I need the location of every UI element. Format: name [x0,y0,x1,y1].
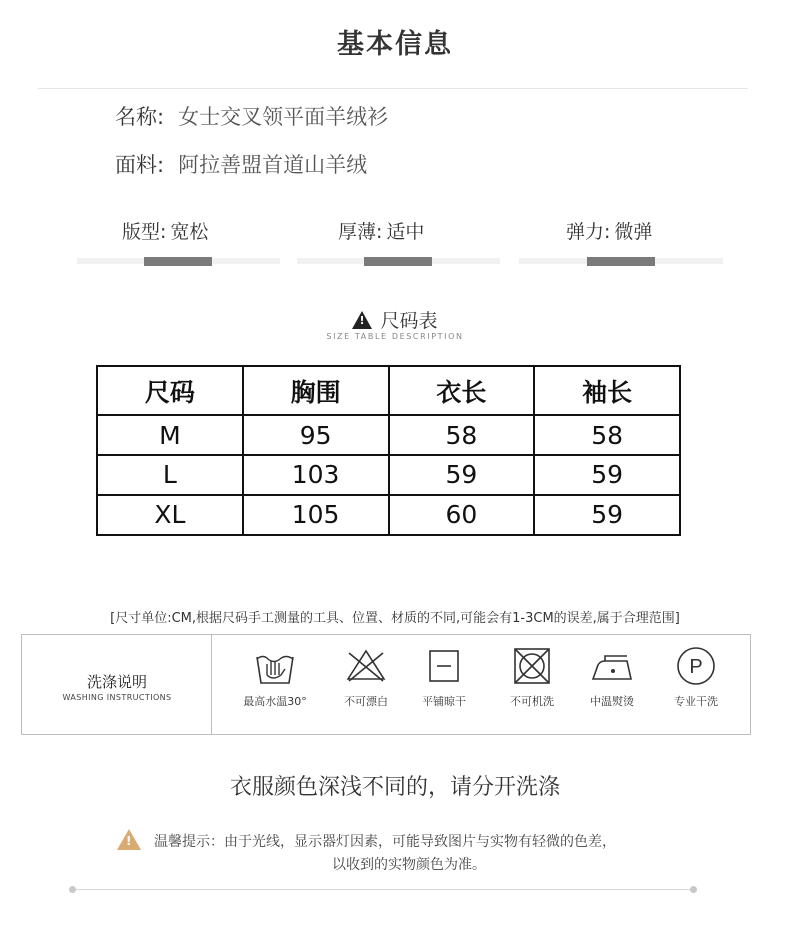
svg-text:P: P [689,656,703,678]
title-divider [38,88,748,89]
wash-item [235,645,315,709]
product-name-value: 女士交叉领平面羊绒衫 [178,105,389,129]
size-table-title-text: 尺码表 [380,310,438,332]
attr-thickness-value: 适中 [386,221,425,243]
table-cell: L [97,455,243,495]
table-cell: M [97,415,243,455]
wash-item [572,645,652,709]
wash-item [656,645,736,709]
product-name-row [115,101,388,131]
attr-fit [122,217,208,244]
table-header-cell: 袖长 [534,366,680,415]
size-note: [尺寸单位:CM,根据尺码手工测量的工具、位置、材质的不同,可能会有1-3CM的误差,属于合理范围] [110,611,680,626]
table-cell: 58 [534,415,680,455]
no-bleach-icon [345,645,387,687]
flat-dry-shade-icon [423,645,465,687]
table-cell: 58 [389,415,535,455]
table-header-cell: 尺码 [97,366,243,415]
professional-dry-clean-icon [675,645,717,687]
warning-icon [352,311,372,329]
warm-tip-line-2: 以收到的实物颜色为准。 [332,857,486,873]
table-cell: 95 [243,415,389,455]
size-table [96,365,681,536]
washing-subtitle: WASHING INSTRUCTIONS [62,693,172,702]
wash-item-label: 专业干洗 [674,695,718,708]
wash-item [492,645,572,709]
attr-fit-value: 宽松 [170,221,209,243]
table-header-row [97,366,680,415]
fabric-label: 面料: [115,153,165,177]
table-cell: 59 [389,455,535,495]
washing-panel [21,634,751,735]
table-cell: XL [97,495,243,535]
fabric-value: 阿拉善盟首道山羊绒 [178,153,368,177]
washing-title: 洗涤说明 [86,673,147,691]
wash-item-label: 中温熨烫 [590,695,634,708]
fit-scale-marker [144,257,212,266]
washing-title-block [22,635,212,734]
attr-elasticity-label: 弹力: [566,221,611,243]
size-table-subtitle: SIZE TABLE DESCRIPTION [326,332,464,341]
size-table-title [0,306,790,333]
bottom-divider [72,889,694,890]
wash-item-label: 不可漂白 [344,695,388,708]
hand-wash-30-icon [254,645,296,687]
table-header-cell: 胸围 [243,366,389,415]
table-row [97,415,680,455]
wash-item-label: 最高水温30° [243,695,307,708]
attr-fit-label: 版型: [122,221,167,243]
table-row [97,495,680,535]
table-cell: 105 [243,495,389,535]
wash-item [326,645,406,709]
color-separation-notice: 衣服颜色深浅不同的，请分开洗涤 [229,775,560,800]
table-cell: 103 [243,455,389,495]
table-cell: 60 [389,495,535,535]
table-cell: 59 [534,455,680,495]
attr-elasticity [566,217,652,244]
thickness-scale-marker [364,257,432,266]
wash-item [404,645,484,709]
elasticity-scale-marker [587,257,655,266]
product-name-label: 名称: [115,105,165,129]
table-cell: 59 [534,495,680,535]
wash-item-label: 平铺晾干 [422,695,466,708]
no-machine-wash-icon [511,645,553,687]
wash-item-label: 不可机洗 [510,695,554,708]
table-row [97,455,680,495]
page-title: 基本信息 [337,29,453,60]
attr-elasticity-value: 微弹 [614,221,653,243]
warning-icon [117,829,141,850]
table-header-cell: 衣长 [389,366,535,415]
fabric-row [115,149,367,179]
attr-thickness-label: 厚薄: [338,221,383,243]
warm-tip-line-1: 温馨提示：由于光线，显示器灯因素，可能导致图片与实物有轻微的色差， [154,834,616,850]
attr-thickness [338,217,424,244]
iron-medium-icon [589,645,635,687]
